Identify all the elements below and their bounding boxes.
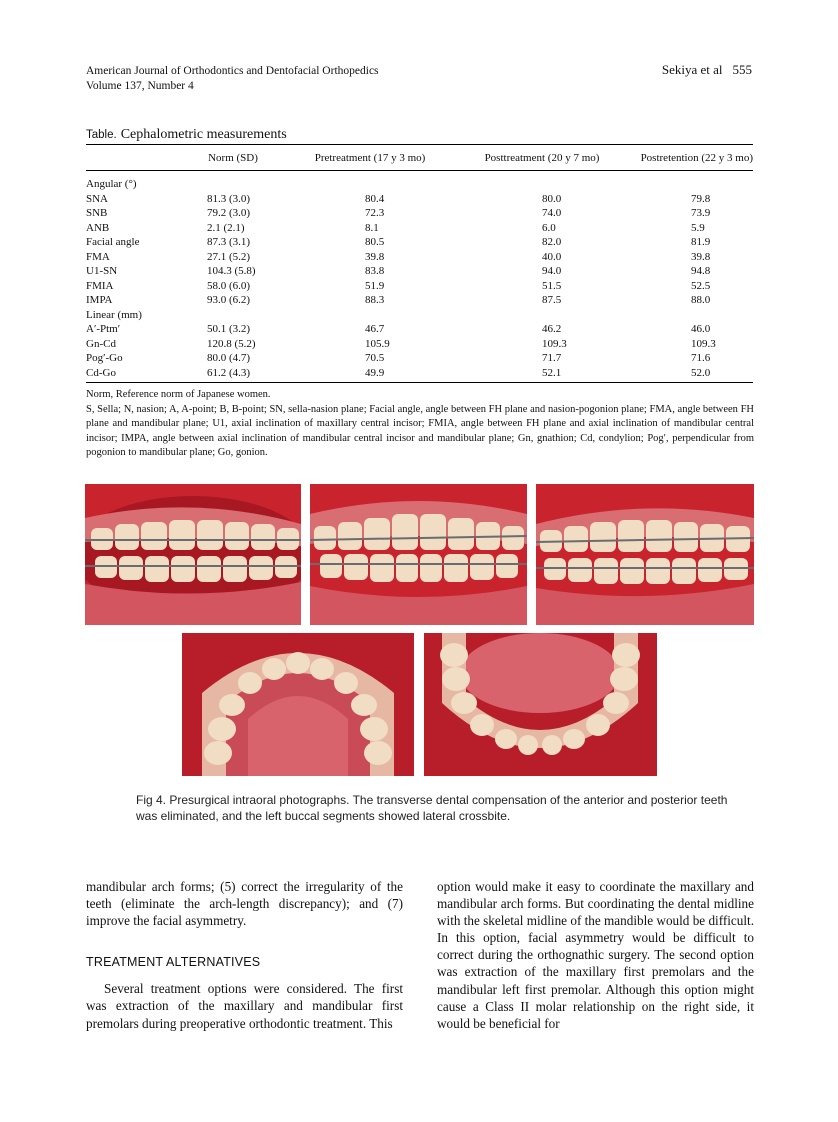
column-header [86, 145, 182, 171]
posttreatment-cell: 87.5 [542, 294, 562, 307]
pretreatment-cell: 80.5 [365, 236, 385, 249]
norm-cell: 79.2 (3.0) [207, 207, 251, 220]
pretreatment-cell: 51.9 [365, 279, 385, 292]
norm-cell: 80.0 (4.7) [207, 352, 251, 365]
pretreatment-cell: 72.3 [365, 207, 385, 220]
column-header: Posttreatment (20 y 7 mo) [456, 145, 628, 171]
table-row [86, 192, 753, 207]
journal-name: American Journal of Orthodontics and Dentofacial Orthopedics [86, 65, 379, 77]
table-title: Cephalometric measurements [120, 127, 287, 142]
page-number: 555 [732, 62, 752, 77]
pretreatment-cell: 70.5 [365, 352, 385, 365]
pretreatment-cell: 39.8 [365, 250, 385, 263]
table-row [86, 264, 753, 279]
table-caption [86, 125, 287, 143]
figure-caption: Fig 4. Presurgical intraoral photographs. The transverse dental compensation of the anterior and posterior teeth was eliminated, and the left buccal segments showed lateral crossbite. [136, 793, 728, 823]
running-header-left [86, 64, 379, 94]
postretention-cell: 81.9 [691, 236, 711, 249]
table-row [86, 337, 753, 352]
table-header-row [86, 145, 753, 171]
norm-cell: 58.0 (6.0) [207, 279, 251, 292]
pretreatment-cell: 49.9 [365, 366, 385, 379]
norm-cell: 27.1 (5.2) [207, 250, 251, 263]
table-label: Table. [86, 129, 117, 141]
photo-frontal [310, 484, 527, 625]
photo-right-buccal [85, 484, 301, 625]
table-row [86, 206, 753, 221]
table-row [86, 293, 753, 308]
column-header: Postretention (22 y 3 mo) [628, 145, 753, 171]
row-label: U1-SN [86, 265, 118, 278]
postretention-cell: 39.8 [691, 250, 711, 263]
body-paragraph: option would make it easy to coordinate the maxillary and mandibular arch forms. But coordinating the dental midline with the skeletal midline of the mandible would be difficult. In this option, facial asymmetry would be difficult to correct during the orthognathic surgery. The second option was extraction of the maxillary first premolars and the mandibular left first premolar. Although this option might cause a Class II molar relationship on the right side, it would be beneficial for [437, 879, 754, 1031]
norm-cell: 50.1 (3.2) [207, 323, 251, 336]
row-label: Gn-Cd [86, 337, 116, 350]
postretention-cell: 5.9 [691, 221, 705, 234]
postretention-cell: 46.0 [691, 323, 711, 336]
posttreatment-cell: 94.0 [542, 265, 562, 278]
posttreatment-cell: 71.7 [542, 352, 562, 365]
posttreatment-cell: 51.5 [542, 279, 562, 292]
norm-cell: 61.2 (4.3) [207, 366, 251, 379]
row-label: Cd-Go [86, 366, 182, 383]
row-label: SNB [86, 207, 108, 220]
table-row [86, 322, 753, 337]
table-row [86, 366, 753, 383]
photo-left-buccal [536, 484, 754, 625]
posttreatment-cell: 80.0 [542, 192, 562, 205]
postretention-cell: 52.0 [691, 366, 711, 379]
footnote-norm: Norm, Reference norm of Japanese women. [86, 389, 271, 400]
author-line: Sekiya et al [661, 62, 723, 77]
pretreatment-cell: 88.3 [365, 294, 385, 307]
row-label: A′-Ptm′ [86, 323, 121, 336]
section-heading: TREATMENT ALTERNATIVES [86, 955, 261, 970]
posttreatment-cell: 74.0 [542, 207, 562, 220]
table-row [86, 235, 753, 250]
postretention-cell: 94.8 [691, 265, 711, 278]
postretention-cell: 73.9 [691, 207, 711, 220]
table-section-row [86, 308, 753, 323]
pretreatment-cell: 8.1 [365, 221, 379, 234]
row-label: Facial angle [86, 236, 140, 249]
table-row [86, 351, 753, 366]
posttreatment-cell: 46.2 [542, 323, 562, 336]
posttreatment-cell: 52.1 [542, 366, 562, 379]
column-header: Pretreatment (17 y 3 mo) [284, 145, 456, 171]
norm-cell: 81.3 (3.0) [207, 192, 251, 205]
postretention-cell: 71.6 [691, 352, 711, 365]
pretreatment-cell: 83.8 [365, 265, 385, 278]
body-right-column [437, 878, 754, 1032]
row-label: FMA [86, 250, 110, 263]
pretreatment-cell: 46.7 [365, 323, 385, 336]
row-label: FMIA [86, 279, 114, 292]
row-label: IMPA [86, 294, 113, 307]
body-left-column [86, 878, 403, 1032]
photo-mandibular-occlusal [424, 633, 657, 776]
norm-cell: 87.3 (3.1) [207, 236, 251, 249]
running-header-right [662, 62, 752, 78]
row-label: SNA [86, 192, 109, 205]
postretention-cell: 109.3 [691, 337, 716, 350]
norm-cell: 120.8 (5.2) [207, 337, 256, 350]
row-label: Pog′-Go [86, 352, 123, 365]
pretreatment-cell: 105.9 [365, 337, 390, 350]
section-title: Linear (mm) [86, 308, 142, 321]
posttreatment-cell: 6.0 [542, 221, 556, 234]
section-title: Angular (°) [86, 178, 137, 191]
table-section-row [86, 171, 753, 192]
norm-cell: 104.3 (5.8) [207, 265, 256, 278]
posttreatment-cell: 82.0 [542, 236, 562, 249]
column-header: Norm (SD) [182, 145, 284, 171]
table-row [86, 250, 753, 265]
norm-cell: 2.1 (2.1) [207, 221, 245, 234]
body-paragraph: Several treatment options were considered. The first was extraction of the maxillary and mandibular first premolars during preoperative orthodontic treatment. This [86, 981, 403, 1031]
posttreatment-cell: 40.0 [542, 250, 562, 263]
norm-cell: 93.0 (6.2) [207, 294, 251, 307]
journal-volume: Volume 137, Number 4 [86, 80, 194, 92]
postretention-cell: 52.5 [691, 279, 711, 292]
footnote-abbreviations: S, Sella; N, nasion; A, A-point; B, B-point; SN, sella-nasion plane; Facial angle, angle between FH plane and nasion-pogonion plane; FMA, angle between FH plane and mandibular plane; U1, axial inclination of maxillary central incisor; FMIA, angle between FH plane and axial inclination of mandibular central incisor; IMPA, angle between axial inclination of mandibular central incisor and mandibular plane; Gn, gnathion; Cd, condylion; Pog′, perpendicular from pogonion to mandibular plane; Go, gonion. [86, 403, 754, 459]
cephalometric-table [86, 144, 753, 383]
posttreatment-cell: 109.3 [542, 337, 567, 350]
body-paragraph: mandibular arch forms; (5) correct the irregularity of the teeth (eliminate the arch-length discrepancy); and (7) improve the facial asymmetry. [86, 879, 403, 929]
pretreatment-cell: 80.4 [365, 192, 385, 205]
table-row [86, 279, 753, 294]
table-footnotes [86, 388, 754, 461]
photo-maxillary-occlusal [182, 633, 414, 776]
postretention-cell: 79.8 [691, 192, 711, 205]
row-label: ANB [86, 221, 110, 234]
table-row [86, 221, 753, 236]
postretention-cell: 88.0 [691, 294, 711, 307]
